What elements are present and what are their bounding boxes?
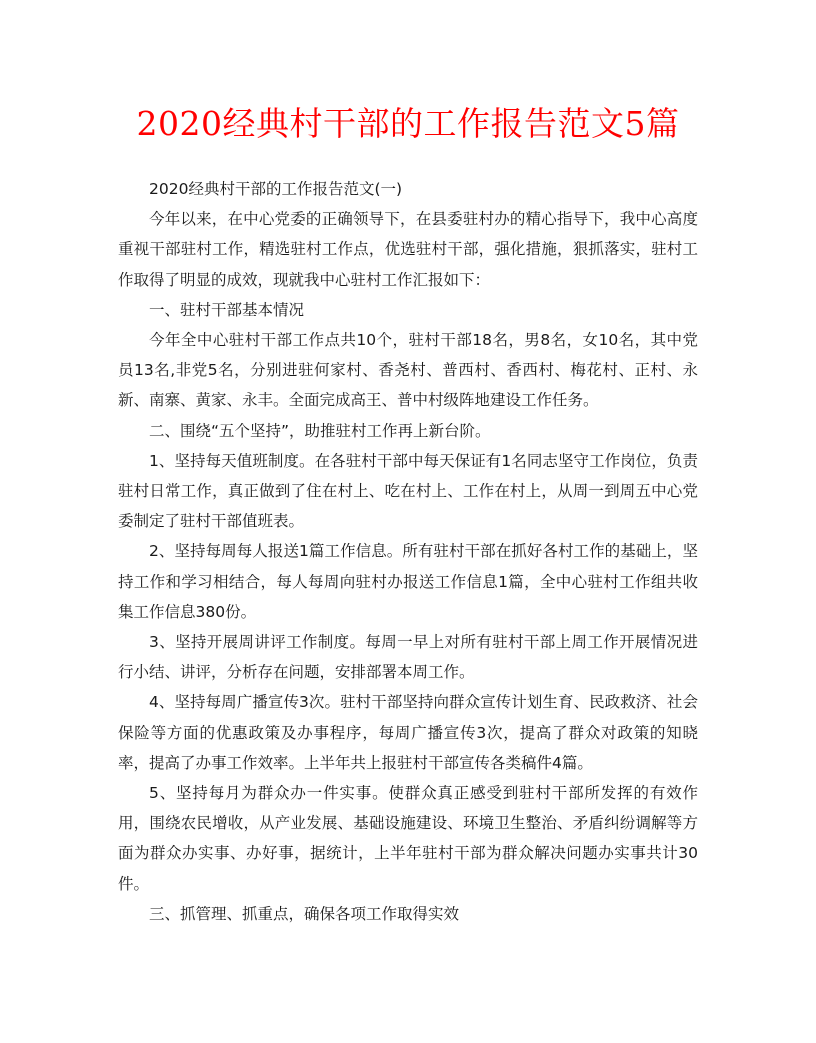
paragraph-basic-info: 今年全中心驻村干部工作点共10个，驻村干部18名，男8名，女10名，其中党员13名,非党5名，分别进驻何家村、香尧村、普西村、香西村、梅花村、正村、永新、南寨、黄家、永丰。全面完成高王、普中村级阵地建设工作任务。: [118, 331, 698, 410]
document-title: 2020经典村干部的工作报告范文5篇: [136, 104, 680, 143]
document-body: [118, 174, 698, 929]
paragraph-item-4: 4、坚持每周广播宣传3次。驻村干部坚持向群众宣传计划生育、民政救济、社会保险等方面的优惠政策及办事程序，每周广播宣传3次，提高了群众对政策的知晓率，提高了办事工作效率。上半年共上报驻村干部宣传各类稿件4篇。: [118, 693, 698, 772]
paragraph-item-5: 5、坚持每月为群众办一件实事。使群众真正感受到驻村干部所发挥的有效作用，围绕农民增收，从产业发展、基础设施建设、环境卫生整治、矛盾纠纷调解等方面为群众办实事、办好事，据统计，上半年驻村干部为群众解决问题办实事共计30件。: [118, 784, 698, 893]
paragraph-item-1: 1、坚持每天值班制度。在各驻村干部中每天保证有1名同志坚守工作岗位，负责驻村日常工作，真正做到了住在村上、吃在村上、工作在村上，从周一到周五中心党委制定了驻村干部值班表。: [118, 451, 698, 531]
section-heading-2: 二、围绕“五个坚持”，助推驻村工作再上新台阶。: [149, 421, 491, 440]
section-heading-3: 三、抓管理、抓重点，确保各项工作取得实效: [149, 904, 460, 923]
paragraph-item-2: 2、坚持每周每人报送1篇工作信息。所有驻村干部在抓好各村工作的基础上，坚持工作和学习相结合，每人每周向驻村办报送工作信息1篇，全中心驻村工作组共收集工作信息380份。: [118, 542, 698, 621]
paragraph-subtitle: 2020经典村干部的工作报告范文(一): [149, 180, 403, 198]
section-heading-1: 一、驻村干部基本情况: [149, 300, 305, 319]
paragraph-intro: 今年以来，在中心党委的正确领导下，在县委驻村办的精心指导下，我中心高度重视干部驻村工作，精选驻村工作点，优选驻村干部，强化措施，狠抓落实，驻村工作取得了明显的成效，现就我中心驻村工作汇报如下：: [118, 210, 698, 289]
paragraph-item-3: 3、坚持开展周讲评工作制度。每周一早上对所有驻村干部上周工作开展情况进行小结、讲评，分析存在问题，安排部署本周工作。: [118, 633, 698, 682]
